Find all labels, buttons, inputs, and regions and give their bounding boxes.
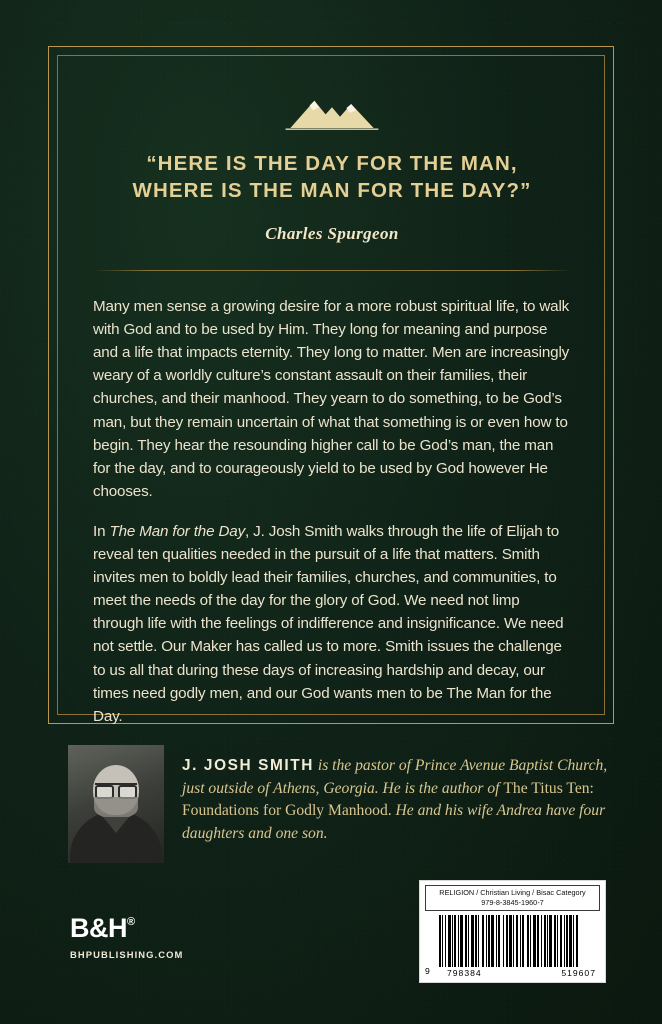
barcode xyxy=(425,915,600,978)
pull-quote-line-1: “HERE IS THE DAY FOR THE MAN, xyxy=(146,152,518,175)
author-bio-book-title: The Titus Ten: Foundations for Godly Manhood. xyxy=(182,779,594,820)
bh-logo-text: B&H xyxy=(70,913,127,943)
pull-quote xyxy=(97,150,567,204)
barcode-lead-digit: 9 xyxy=(425,965,430,976)
divider-rule xyxy=(92,270,572,271)
bisac-category-box xyxy=(425,885,600,911)
mountain-icon xyxy=(284,92,380,132)
author-bio-part-1: is the pastor of Prince Avenue Baptist Church, just outside of Athens, Georgia. He is the author of xyxy=(182,757,608,797)
author-bio xyxy=(182,745,608,845)
barcode-group-1: 798384 xyxy=(447,967,482,978)
barcode-bars xyxy=(437,915,600,967)
isbn-number: 979-8-3845-1960-7 xyxy=(481,897,544,907)
isbn-barcode-block xyxy=(419,880,606,983)
bh-logo xyxy=(70,915,183,942)
portrait-beard xyxy=(94,797,138,819)
pull-quote-line-2: WHERE IS THE MAN FOR THE DAY?” xyxy=(132,179,532,203)
author-name: J. JOSH SMITH xyxy=(182,757,314,774)
bisac-category-line-1: RELIGION / Christian Living / Bisac Category xyxy=(439,888,586,897)
publisher-website: BHPUBLISHING.COM xyxy=(70,949,184,960)
paragraph-2-prefix: In xyxy=(93,522,110,540)
paragraph-2-rest: , J. Josh Smith walks through the life of Elijah to reveal ten qualities needed in the pursuit of a life that matters. Smith invites men to boldly lead their families, churches, and communities, to meet the needs of the day for the glory of God. We need not limp through life with the feelings of indifference and insignificance. We need not settle. Our Maker has called us to more. Smith issues the challenge to us all that during these days of increasing hardship and decay, our times need godly men, and our God wants men to be The Man for the Day. xyxy=(93,522,564,725)
registered-trademark-icon: ® xyxy=(127,916,135,928)
barcode-digit-groups xyxy=(425,967,600,978)
paragraph-1: Many men sense a growing desire for a more robust spiritual life, to walk with God and to be used by Him. They long for meaning and purpose and a life that impacts eternity. They long to matter. Men are increasingly weary of a worldly culture’s constant assault on their families, their churches, and their manhood. They yearn to do something, to be God’s man, but they remain uncertain of what that something is or even how to begin. They hear the resounding higher call to be God’s man, the man for the day, and to courageously yield to be used by God however He chooses. xyxy=(93,298,570,500)
author-block xyxy=(68,745,608,863)
publisher-logo-block xyxy=(70,915,183,960)
author-portrait xyxy=(68,745,164,863)
paragraph-2 xyxy=(93,520,571,728)
back-cover-copy xyxy=(93,295,571,728)
book-title-italic: The Man for the Day xyxy=(109,522,246,540)
portrait-glasses xyxy=(95,783,137,796)
barcode-group-2: 519607 xyxy=(561,967,596,978)
author-bio-part-2: He and his wife Andrea have four daughters and one son. xyxy=(182,802,606,842)
cover-content xyxy=(84,78,580,728)
quote-attribution: Charles Spurgeon xyxy=(265,224,399,244)
